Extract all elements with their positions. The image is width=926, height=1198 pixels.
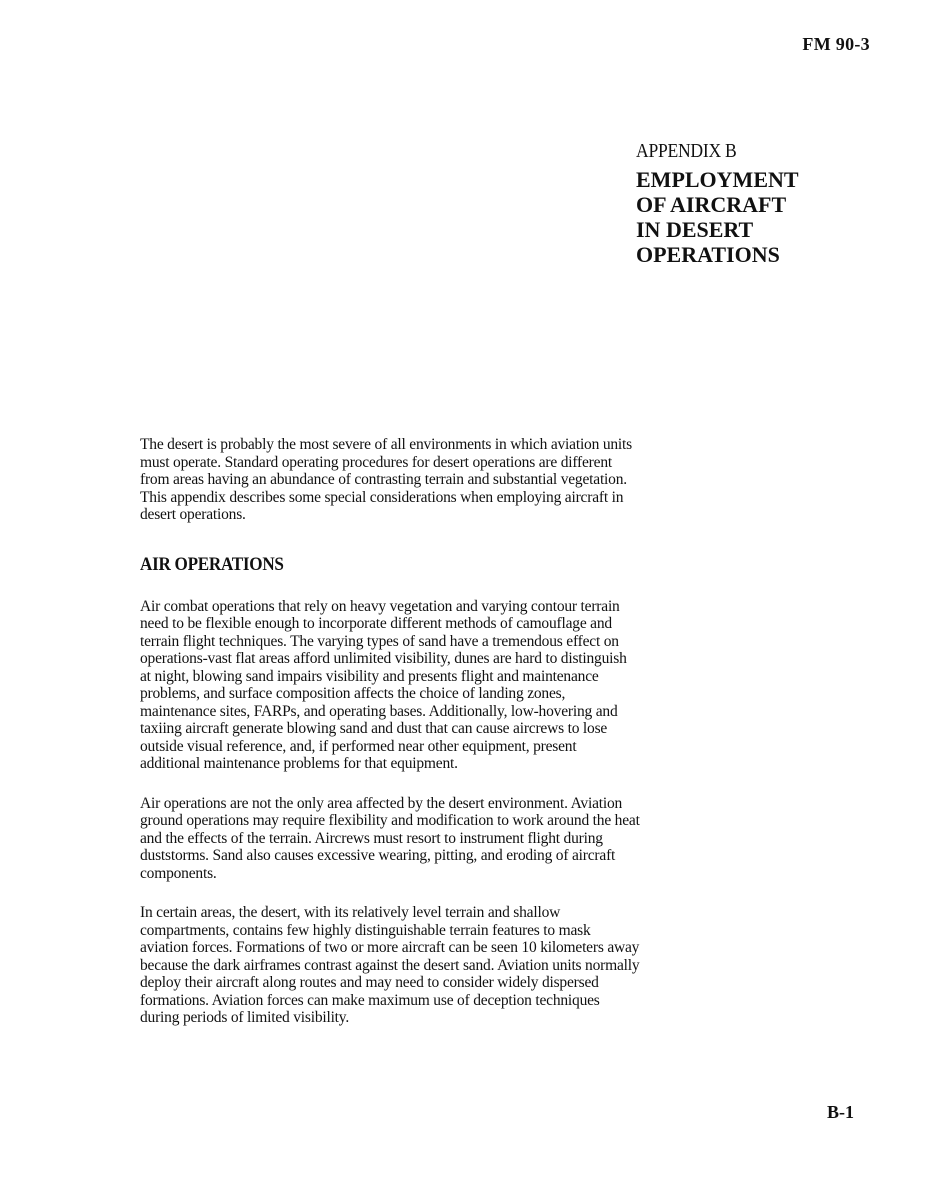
appendix-heading-block: [636, 140, 876, 267]
body-paragraph: In certain areas, the desert, with its relatively level terrain and shallow compartments, contains few highly distinguishable terrain features to mask aviation forces. Formations of two or more aircraft can be seen 10 kilometers away because the dark airframes contrast against the desert sand. Aviation units normally deploy their aircraft along routes and may need to consider widely dispersed formations. Aviation forces can make maximum use of deception techniques during periods of limited visibility.: [140, 904, 640, 1026]
page-number: B-1: [827, 1102, 854, 1122]
document-id: FM 90-3: [802, 34, 870, 54]
intro-paragraph: The desert is probably the most severe of all environments in which aviation units must operate. Standard operating procedures for desert operations are different from areas having an abundance of contrasting terrain and substantial vegetation. This appendix describes some special considerations when employing aircraft in desert operations.: [140, 436, 632, 523]
appendix-title-line: OPERATIONS: [636, 242, 780, 267]
main-content: [140, 436, 640, 1045]
appendix-title-line: OF AIRCRAFT: [636, 192, 787, 217]
appendix-label: APPENDIX B: [636, 140, 737, 162]
body-paragraph: Air combat operations that rely on heavy vegetation and varying contour terrain need to be flexible enough to incorporate different methods of camouflage and terrain flight techniques. The varying types of sand have a tremendous effect on operations-vast flat areas afford unlimited visibility, dunes are hard to distinguish at night, blowing sand impairs visibility and presents flight and maintenance problems, and surface composition affects the choice of landing zones, maintenance sites, FARPs, and operating bases. Additionally, low-hovering and taxiing aircraft generate blowing sand and dust that can cause aircrews to lose outside visual reference, and, if performed near other equipment, present additional maintenance problems for that equipment.: [140, 597, 627, 772]
section-heading: AIR OPERATIONS: [140, 553, 284, 575]
appendix-title-line: EMPLOYMENT: [636, 167, 799, 192]
appendix-title: [636, 167, 876, 267]
appendix-title-line: IN DESERT: [636, 217, 754, 242]
body-paragraph: Air operations are not the only area affected by the desert environment. Aviation ground operations may require flexibility and modification to work around the heat and the effects of the terrain. Aircrews must resort to instrument flight during duststorms. Sand also causes excessive wearing, pitting, and eroding of aircraft components.: [140, 794, 640, 882]
